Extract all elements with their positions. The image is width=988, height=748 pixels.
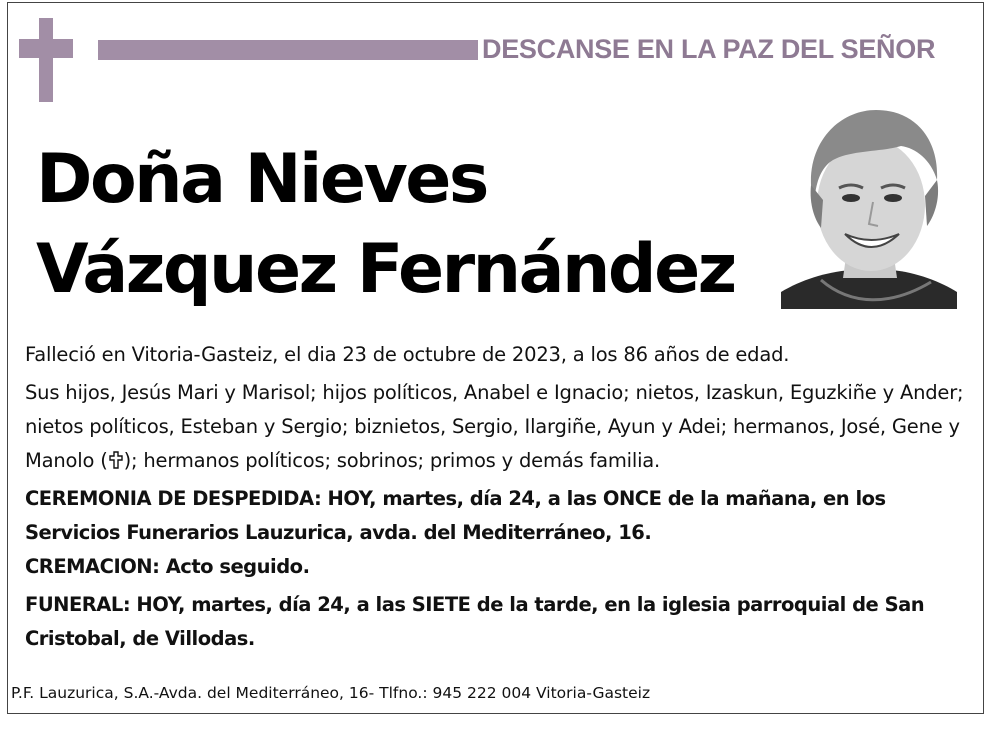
family-list-text: Sus hijos, Jesús Mari y Marisol; hijos políticos, Anabel e Ignacio; nietos, Izaskun, Eguzkiñe y Ander; nietos políticos, Esteban y Sergio; biznietos, Sergio, Ilargiñe, Ayun y Adei; hermanos, José, Gene y Manolo (: [25, 381, 964, 472]
deceased-name: [36, 135, 735, 315]
family-list-text-end: ); hermanos políticos; sobrinos; primos y demás familia.: [123, 449, 661, 472]
family-list: [25, 376, 975, 478]
small-cross-icon: [108, 451, 124, 469]
name-line-1: Doña Nieves: [36, 140, 487, 219]
header-bar: [98, 40, 478, 60]
obituary-card: [7, 2, 984, 714]
funeral-info: FUNERAL: HOY, martes, día 24, a las SIETE de la tarde, en la iglesia parroquial de San Cristobal, de Villodas.: [25, 593, 925, 650]
header-title: DESCANSE EN LA PAZ DEL SEÑOR: [482, 34, 936, 64]
cremation-info: CREMACION: Acto seguido.: [25, 555, 310, 578]
funeral-home-footer: P.F. Lauzurica, S.A.-Avda. del Mediterráneo, 16- Tlfno.: 945 222 004 Vitoria-Gasteiz: [11, 684, 651, 702]
ceremony-info: CEREMONIA DE DESPEDIDA: HOY, martes, día 24, a las ONCE de la mañana, en los Servicios Funerarios Lauzurica, avda. del Mediterráneo, 16.: [25, 487, 886, 544]
obituary-body: [25, 338, 975, 656]
name-line-2: Vázquez Fernández: [36, 230, 735, 309]
death-notice: Falleció en Vitoria-Gasteiz, el dia 23 de octubre de 2023, a los 86 años de edad.: [25, 343, 790, 366]
portrait-photo: [781, 100, 957, 309]
